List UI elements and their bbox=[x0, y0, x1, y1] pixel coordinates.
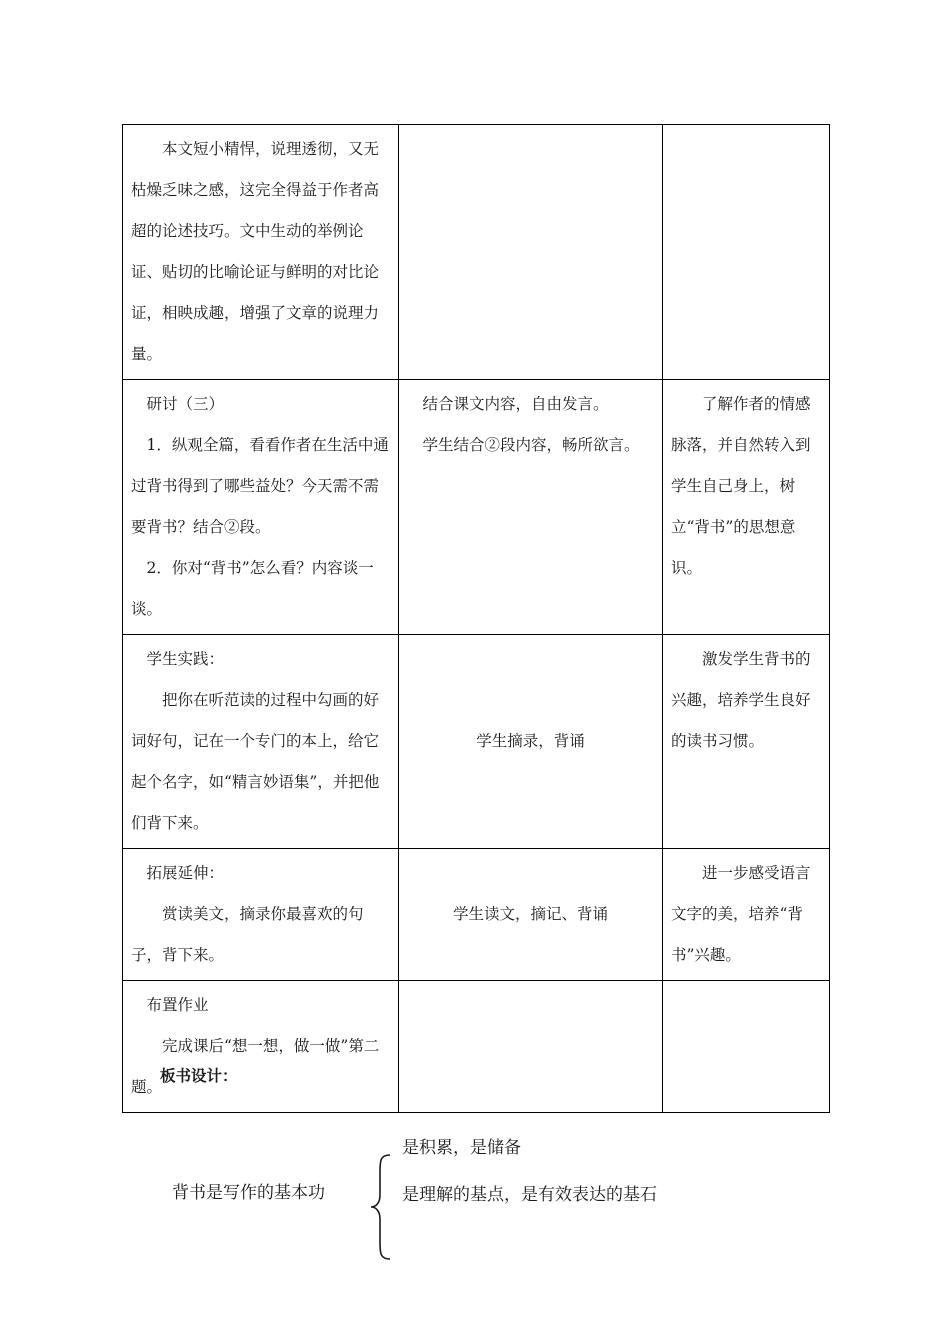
section-heading: 拓展延伸： bbox=[146, 864, 225, 882]
purpose-text: 了解作者的情感脉落，并自然转入到学生自己身上，树立“背书”的思想意识。 bbox=[671, 395, 811, 577]
table-row bbox=[123, 849, 830, 981]
cell-content bbox=[123, 125, 399, 380]
lesson-plan-table bbox=[122, 124, 830, 1113]
paragraph-text: 本文短小精悍，说理透彻，又无枯燥乏味之感，这完全得益于作者高超的论述技巧。文中生动的举例论证、贴切的比喻论证与鲜明的对比论证，相映成趣，增强了文章的说理力量。 bbox=[131, 140, 380, 363]
cell-purpose bbox=[663, 849, 830, 981]
section-heading: 学生实践： bbox=[146, 650, 225, 668]
table-row bbox=[123, 125, 830, 380]
table-row bbox=[123, 380, 830, 635]
cell-student-activity bbox=[399, 380, 663, 635]
cell-purpose bbox=[663, 635, 830, 849]
activity-text: 学生结合②段内容，畅所欲言。 bbox=[422, 436, 640, 454]
activity-text: 学生读文，摘记、背诵 bbox=[452, 905, 608, 923]
cell-student-activity bbox=[399, 125, 663, 380]
cell-student-activity bbox=[399, 981, 663, 1113]
paragraph-text: 赏读美文，摘录你最喜欢的句子，背下来。 bbox=[131, 905, 364, 964]
question-text: 2．你对“背书”怎么看？内容谈一谈。 bbox=[131, 559, 374, 618]
question-text: 1．纵观全篇，看看作者在生活中通过背书得到了哪些益处？今天需不需要背书？结合②段。 bbox=[131, 436, 389, 536]
section-heading: 布置作业 bbox=[146, 996, 209, 1014]
paragraph-text: 把你在听范读的过程中勾画的好词好句，记在一个专门的本上，给它起个名字，如“精言妙语集”，并把他们背下来。 bbox=[131, 691, 380, 832]
section-heading: 研讨（三） bbox=[146, 395, 225, 413]
cell-content bbox=[123, 635, 399, 849]
board-main-text: 背书是写作的基本功 bbox=[172, 1183, 325, 1203]
board-item: 是理解的基点，是有效表达的基石 bbox=[402, 1185, 657, 1205]
cell-purpose bbox=[663, 380, 830, 635]
curly-brace-icon bbox=[368, 1153, 396, 1261]
cell-content bbox=[123, 380, 399, 635]
table-row bbox=[123, 981, 830, 1113]
board-item: 是积累，是储备 bbox=[402, 1138, 521, 1158]
cell-student-activity bbox=[399, 849, 663, 981]
cell-purpose bbox=[663, 981, 830, 1113]
cell-purpose bbox=[663, 125, 830, 380]
purpose-text: 激发学生背书的兴趣，培养学生良好的读书习惯。 bbox=[671, 650, 811, 750]
activity-text: 结合课文内容，自由发言。 bbox=[422, 395, 609, 413]
purpose-text: 进一步感受语言文字的美，培养“背书”兴趣。 bbox=[671, 864, 811, 964]
cell-student-activity bbox=[399, 635, 663, 849]
cell-content bbox=[123, 981, 399, 1113]
cell-content bbox=[123, 849, 399, 981]
activity-text: 学生摘录，背诵 bbox=[476, 732, 585, 750]
table-row bbox=[123, 635, 830, 849]
paragraph-text: 完成课后“想一想，做一做”第二题。 bbox=[131, 1037, 380, 1096]
board-design-title: 板书设计： bbox=[160, 1066, 238, 1085]
